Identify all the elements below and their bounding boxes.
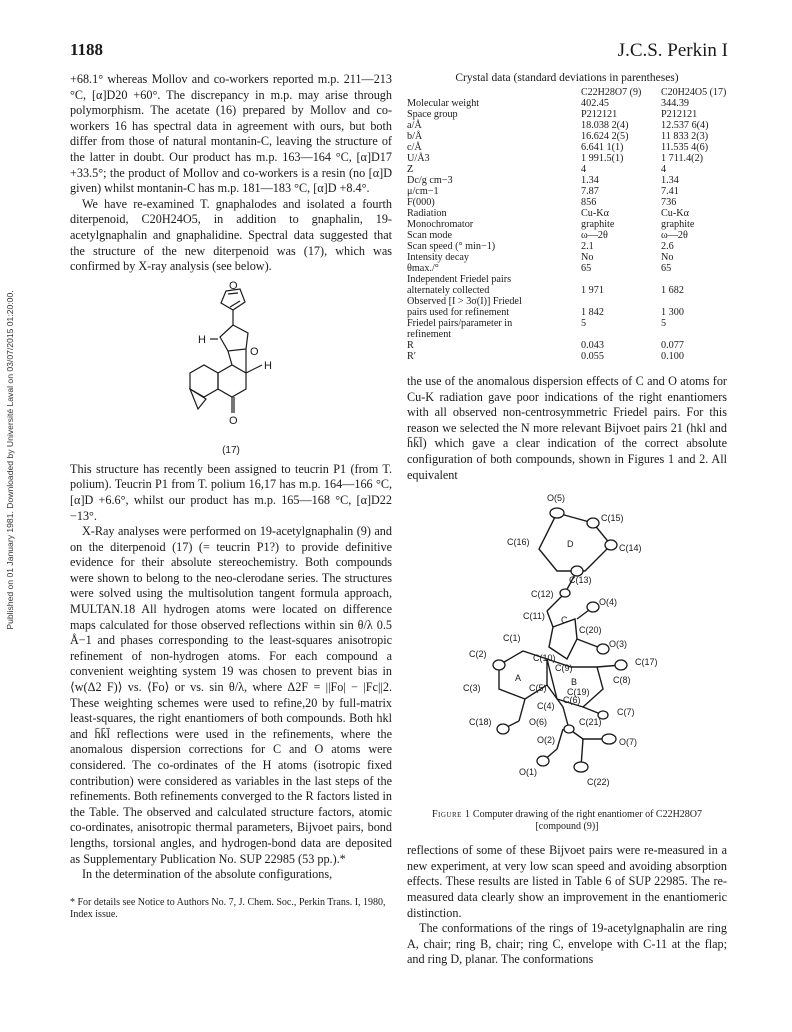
left-column [70,72,392,931]
atom-label: C(19) [567,687,590,698]
table-cell: Friedel pairs/parameter in [407,318,513,329]
table-cell: μ/cm−1 [407,186,439,197]
table-cell: 1 300 [661,307,684,318]
table-row [407,318,727,329]
column-header: C20H24O5 (17) [661,87,727,98]
table-cell: 856 [581,197,597,208]
table-row [407,285,727,296]
atom-label: C(13) [569,575,592,586]
paragraph: X-Ray analyses were performed on 19-acetylgnaphalin (9) and on the diterpenoid (17) (= teucrin P1?) to provide definitive evidence for their absolute stereochemistry. Both compounds were shown to belong to the neo-clerodane series. The structures were solved using the multisolution tangent formula approach, MULTAN.18 All hydrogen atoms were located on difference maps calculated for those observed reflections within sin θ/λ 0.5 Å−1 and phases corresponding to the least-squares anisotropic refinement of non-hydrogen atoms. For each compound a convenient weighting system 19 was chosen to prevent bias in ⟨w(Δ2 F)⟩ vs. ⟨Fo⟩ or vs. sin θ/λ, where Δ2F = ||Fo| − |Fc||2. These weighting schemes were used to refine,20 by full-matrix least-squares, the right enantiomers of both compounds. Both hkl and h̄k̄l̄ reflections were used in the refinements, where the anomalous dispersion corrections for C and O atoms were considered. The co-ordinates of the H atoms (isotropic fixed contribution) were considered as variables in the last steps of the refinements. Both refinements converged to the R factors listed in the Table. The observed and calculated structure factors, atomic co-ordinates, anisotropic thermal parameters, Bijvoet pairs, bond lengths, torsional angles, and hydrogen-bond data are deposited as Supplementary Publication No. SUP 22985 (53 pp.).* [70,524,392,866]
table-row [407,351,727,362]
table-cell: pairs used for refinement [407,307,510,318]
table-cell: Space group [407,109,458,120]
crystal-data-table [407,87,727,362]
table-cell [581,274,661,285]
table-cell: U/Å3 [407,153,430,164]
paragraph: the use of the anomalous dispersion effects of C and O atoms for Cu-K radiation gave poor indications of the right enantiomers with all observed non-centrosymmetric Friedel pairs. For this reason we selected the N more relevant Bijvoet pairs 21 (hkl and h̄k̄l̄) which gave a clear indication of the correct absolute configuration of both compounds, shown in Figures 1 and 2. All equivalent [407,374,727,482]
atom-label: C(10) [533,653,556,664]
figure-caption-text: Computer drawing of the right enantiomer of C22H28O7 [compound (9)] [472,809,703,833]
atom-label: O(1) [519,767,537,778]
table-cell: 1 842 [581,307,604,318]
table-cell [661,274,727,285]
table-cell: P212121 [581,109,618,120]
table-cell: 1 711.4(2) [661,153,704,164]
atom-label: C(5) [529,683,547,694]
table-cell: 7.41 [661,186,679,197]
table-row [407,241,727,252]
table-cell: Intensity decay [407,252,469,263]
atom-label: C(7) [617,707,635,718]
crystal-table-body [407,98,727,362]
table-cell: 65 [661,263,672,274]
table-cell: 11 833 2(3) [661,131,709,142]
atom-label: C(1) [503,633,521,644]
table-cell: 1 991.5(1) [581,153,624,164]
table-row [407,164,727,175]
structure-17-drawing [70,281,392,441]
table-cell: 2.6 [661,241,674,252]
table-cell: graphite [661,219,695,230]
ring-label: B [571,677,578,688]
table-cell [581,296,661,307]
table-row [407,329,727,340]
table-row [407,252,727,263]
atom-label: C(4) [537,701,555,712]
table-cell: 18.038 2(4) [581,120,629,131]
atom-label: C(2) [469,649,487,660]
table-cell: 5 [661,318,667,329]
figure-caption [415,809,719,833]
table-cell: 1.34 [661,175,679,186]
table-row [407,219,727,230]
table-row [407,98,727,109]
page-number: 1188 [70,40,104,59]
table-cell: ω—2θ [581,230,608,241]
table-cell: Cu-Kα [661,208,689,219]
atom-label: O(7) [619,737,637,748]
structure-label: H [198,333,206,346]
table-cell: 0.055 [581,351,604,362]
column-header: C22H28O7 (9) [581,87,642,98]
atom-label: C(17) [635,657,658,668]
table-cell [581,329,661,340]
epoxide-ring [190,389,206,409]
table-cell: R′ [407,351,417,362]
structure-label: O [229,280,238,292]
table-cell: No [581,252,594,263]
atom-label: C(14) [619,543,642,554]
table-cell: 5 [581,318,587,329]
table-cell: Observed [I > 3σ(I)] Friedel [407,296,522,307]
table-cell: 0.100 [661,351,684,362]
table-cell: F(000) [407,197,435,208]
table-cell: 4 [581,164,587,175]
ring-label: A [515,673,522,684]
table-cell: ω—2θ [661,230,688,241]
figure-1-drawing [407,489,727,805]
table-cell: 0.077 [661,340,684,351]
furan-ring [221,289,245,310]
table-cell: Molecular weight [407,98,480,109]
table-row [407,142,727,153]
table-row [407,340,727,351]
atom-label: C(15) [601,513,624,524]
table-row [407,131,727,142]
table-cell: 0.043 [581,340,604,351]
structure-caption: (17) [222,444,240,456]
ring-label: C [561,615,568,626]
table-row [407,175,727,186]
paragraph: We have re-examined T. gnaphalodes and isolated a fourth diterpenoid, C20H24O5, in addition to gnaphalin, 19-acetylgnaphalin and gnaphalidine. Spectral data suggested that the structure of the new diterpenoid was (17), which was confirmed by X-ray analysis (see below). [70,196,392,274]
atom-label: C(6) [563,695,581,706]
right-column [407,72,727,968]
atom-label: C(9) [555,663,573,674]
table-cell: 736 [661,197,677,208]
atom-label: C(12) [531,589,554,600]
paragraph: This structure has recently been assigned to teucrin P1 (from T. polium). Teucrin P1 from T. polium 16,17 has m.p. 164—166 °C, [α]D +6.6°, whilst our product has m.p. 165—168 °C, [α]D22 −13°. [70,461,392,523]
atom-label: C(3) [463,683,481,694]
atom-label: C(21) [579,717,602,728]
atom-label: O(3) [609,639,627,650]
table-row [407,120,727,131]
download-watermark [2,220,18,700]
table-cell: Cu-Kα [581,208,609,219]
atom-label: C(18) [469,717,492,728]
table-cell: b/Å [407,131,423,142]
atom-label: O(2) [537,735,555,746]
atom-label: O(6) [529,717,547,728]
table-cell: No [661,252,674,263]
table-cell: 402.45 [581,98,610,109]
table-row [407,153,727,164]
page-header [70,40,728,64]
table-row [407,109,727,120]
atom-label: C(8) [613,675,631,686]
table-row [407,197,727,208]
table-cell: 16.624 2(5) [581,131,629,142]
table-cell: 1.34 [581,175,599,186]
paragraph: The conformations of the rings of 19-acetylgnaphalin are ring A, chair; ring B, chair; ring C, envelope with C-11 at the flap; and ring D, planar. The conformations [407,921,727,967]
figure-caption-label: Figure 1 [431,809,471,821]
table-cell: R [407,340,414,351]
table-cell: Monochromator [407,219,474,230]
atom-label: O(4) [599,597,617,608]
table-row [407,208,727,219]
table-cell: refinement [407,329,452,340]
atom-label: C(20) [579,625,602,636]
table-cell: 2.1 [581,241,594,252]
table-cell: 65 [581,263,592,274]
paragraph: In the determination of the absolute configurations, [82,867,333,882]
structure-label: O [250,345,259,358]
footnote: * For details see Notice to Authors No. 7, J. Chem. Soc., Perkin Trans. I, 1980, Index issue. [70,896,386,920]
table-cell: Scan mode [407,230,452,241]
table-cell: Z [407,164,414,175]
download-watermark-text: Published on 01 January 1981. Downloaded by Université Laval on 03/07/2015 01:20:00. [5,290,15,630]
atom-label: C(11) [523,611,545,622]
table-cell: 1 971 [581,285,604,296]
table-row [407,230,727,241]
table-cell: 6.641 1(1) [581,142,624,153]
atom-label: O(5) [547,493,565,504]
table-cell [661,329,727,340]
table-cell: Independent Friedel pairs [407,274,512,285]
paragraph: reflections of some of these Bijvoet pairs were re-measured in a new experiment, at very low scan speed and avoiding absorption effects. These results are listed in Table 6 of SUP 22985. The re-measured data clearly show an improvement in the enantiomeric distinction. [407,843,727,920]
atom-label: C(22) [587,777,610,788]
table-cell: alternately collected [407,285,490,296]
table-cell: Dc/g cm−3 [407,175,453,186]
structure-label: O [229,414,238,427]
table-cell: 11.535 4(6) [661,142,709,153]
table-cell: graphite [581,219,615,230]
table-row [407,274,727,285]
table-cell: c/Å [407,142,422,153]
table-cell: a/Å [407,120,422,131]
table-cell: 7.87 [581,186,599,197]
table-row [407,307,727,318]
table-cell: 4 [661,164,667,175]
table-cell: θmax./° [407,263,439,274]
lactone-ring [220,325,248,351]
ring-b [218,365,246,397]
structure-label: H [264,359,272,372]
figure-1 [407,489,727,805]
table-cell: 1 682 [661,285,684,296]
table-cell: 12.537 6(4) [661,120,709,131]
atom-label: C(16) [507,537,530,548]
table-cell: Scan speed (° min−1) [407,241,496,252]
table-row [407,296,727,307]
table-cell: P212121 [661,109,698,120]
ring-label: D [567,539,574,550]
table-cell: 344.39 [661,98,690,109]
table-cell: Radiation [407,208,447,219]
paragraph: +68.1° whereas Mollov and co-workers reported m.p. 211—213 °C, [α]D20 +60°. The discrepancy in m.p. may arise through polymorphism. The acetate (16) prepared by Mollov and co-workers 16 has spectral data in agreement with ours, but both differ from those of natural montanin-C, leaving the structure of the latter in doubt. Our product has m.p. 163—164 °C, [α]D17 +33.5°; the product of Mollov and co-workers is a resin (no [α]D given) whilst montanin-C has m.p. 181—183 °C, [α]D +8.4°. [70,72,392,196]
journal-title: J.C.S. Perkin I [617,40,728,61]
table-row [407,186,727,197]
crystal-table-title: Crystal data (standard deviations in parentheses) [455,72,679,84]
table-row [407,263,727,274]
structure-17-svg [170,281,300,441]
table-header-row [407,87,727,98]
table-cell [661,296,727,307]
